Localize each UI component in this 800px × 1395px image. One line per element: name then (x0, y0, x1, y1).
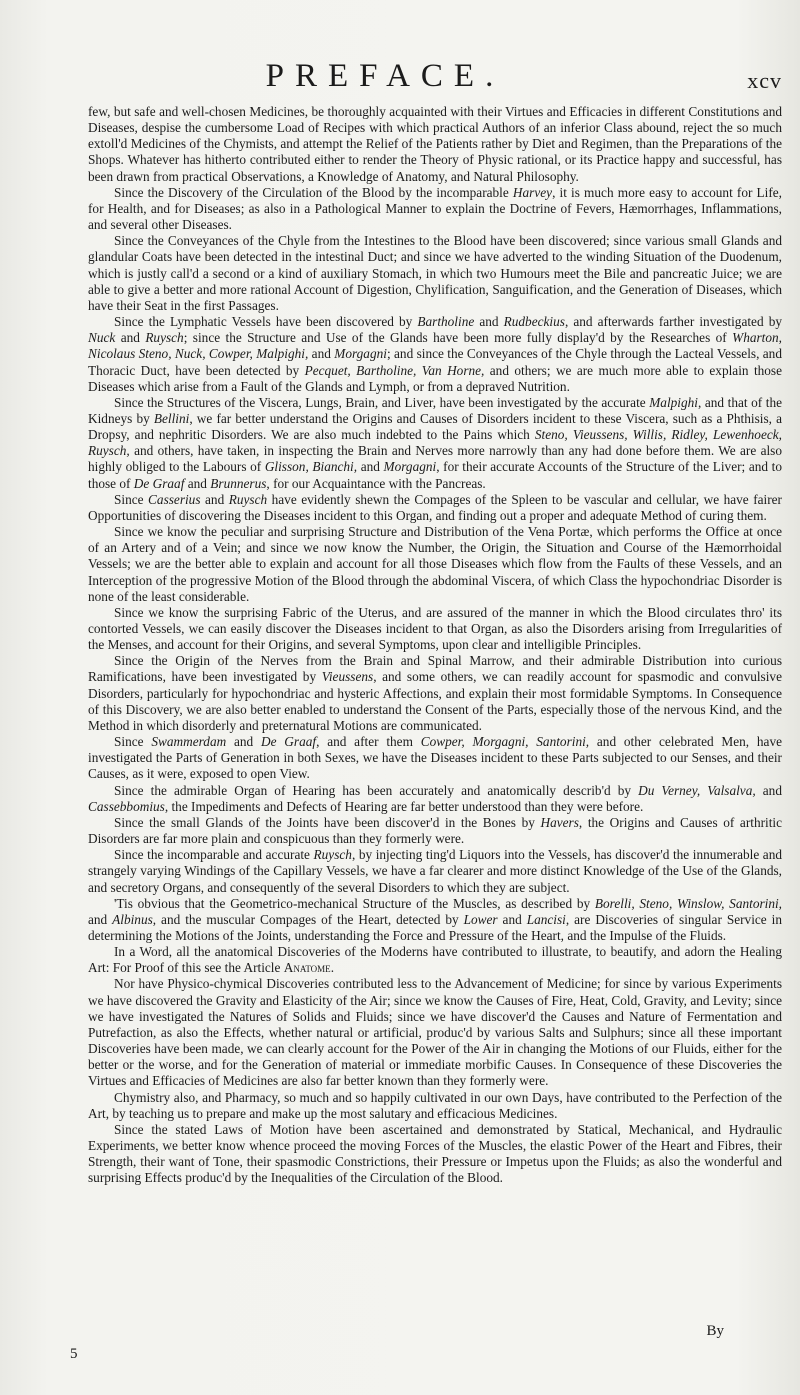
text-run: and other celebrated Men, have investigated the Parts of Generation in both Sexes, we have the Diseases incident to these Parts subjected to our Senses, and their Causes, as it were, exposed to open View. (88, 734, 783, 782)
paragraph (88, 653, 782, 734)
paragraph (88, 783, 782, 815)
italic-name: Rudbeckius (503, 314, 565, 330)
page-title: PREFACE. (265, 58, 505, 94)
text-run: and (357, 459, 384, 475)
paragraph (88, 233, 782, 314)
italic-name: Swammerdam (151, 734, 227, 750)
text-run: and (88, 911, 113, 927)
text-run: and (497, 911, 527, 927)
paragraph (88, 896, 782, 944)
italic-name: Bellini (153, 410, 190, 426)
text-run: . (330, 960, 335, 976)
text-run: Since the Structures of the Viscera, Lungs, Brain, and Liver, have been investigated by the accurate (114, 394, 650, 410)
italic-name: Bartholine (417, 314, 475, 330)
text-run: , the Impediments and Defects of Hearing are far better understood than they were before. (164, 798, 644, 814)
text-run: and others, have taken, in inspecting the Brain and Nerves more narrowly than any had done before them. We are also highly obliged to the Labours of (88, 443, 782, 475)
text-run: , are Discoveries of singular Service in determining the Motions of the Joints, understanding the Force and Pressure of the Heart, and the Impulse of the Fluids. (88, 911, 782, 943)
italic-name: Casserius (148, 491, 201, 507)
text-run: and (226, 734, 261, 750)
paragraph (88, 605, 782, 653)
text-run: have evidently shewn the Compages of the Spleen to be vascular and cellular, we have fairer Opportunities of discovering the Diseases incident to this Organ, and finding out a proper and adequate Method of curing them. (88, 491, 782, 523)
text-run: Nor have Physico-chymical Discoveries contributed less to the Advancement of Medicine; for since by various Experiments we have discovered the Gravity and Elasticity of the Air; since we know the Causes of Fire, Heat, Cold, Gravity, and Levity; since we have investigated the Natures of Solids and Fluids; since we have discover'd the Causes and Nature of Fermentation and Putrefaction, as also the Effects, whether natural or artificial, produc'd by various Salts and Sulphurs; since all these important Discoveries have been made, we can clearly account for the Power of the Air in changing the Motions of our Fluids, either for the better or the worse, and for the Generation of material or immediate morbific Causes. In Consequence of these Discoveries the Virtues and Efficacies of Medicines are also far better known than they formerly were. (88, 976, 782, 1089)
text-run: Since the Origin of the Nerves from the Brain and Spinal Marrow, and their admirable Distribution into curious Ramifications, have been investigated by (88, 653, 782, 685)
paragraph (88, 524, 782, 605)
text-run: , and that of the Kidneys by (88, 394, 782, 426)
text-run: 'Tis obvious that the Geometrico-mechanical Structure of the Muscles, as described by (114, 895, 595, 911)
text-run: Since the admirable Organ of Hearing has been accurately and anatomically describ'd by (114, 782, 639, 798)
text-run: Since the Conveyances of the Chyle from the Intestines to the Blood have been discovered; since various small Glands and glandular Coats have been detected in the intestinal Duct; and since we have adverted to the winding Situation of the Duodenum, which is justly call'd a second or a kind of auxiliary Stomach, in which two Humours meet the Bile and pancreatic Juice; we are able to give a better and more rational Account of Digestion, Chylification, Sanguification, and the Generation of Diseases, which have their Seat in the first Passages. (88, 233, 782, 313)
italic-name: Nuck (88, 330, 116, 346)
paragraph (88, 185, 782, 233)
italic-name: Glisson, Bianchi, (264, 459, 358, 475)
text-run: and (474, 314, 504, 330)
signature-mark: 5 (70, 1346, 78, 1362)
italic-name: Borelli, Steno, Winslow, Santorini, (594, 895, 782, 911)
text-run: and (115, 330, 146, 346)
paragraph (88, 847, 782, 895)
text-run: , by injecting ting'd Liquors into the Vessels, has discover'd the innumerable and strangely varying Windings of the Capillary Vessels, we have a far clearer and more distinct Knowledge of the Use of the Glands, and secretory Organs, and consequently of the several Disorders to which they are subject. (88, 847, 783, 895)
italic-name: De Graaf (133, 475, 185, 491)
page-header (0, 58, 800, 102)
text-run: Chymistry also, and Pharmacy, so much and so happily cultivated in our own Days, have contributed to the Perfection of the Art, by teaching us to prepare and make up the most salutary and efficacious Medicines. (88, 1089, 782, 1121)
italic-name: Vieussens (321, 669, 374, 685)
text-run: , it is much more easy to account for Life, for Health, and for Diseases; as also in a Pathological Manner to explain the Doctrine of Fevers, Hæmorrhages, Inflammations, and several other Diseases. (88, 184, 782, 233)
text-run: and others; we are much more able to explain those Diseases which arise from a Fault of the Glands and Lymph, or from a depraved Nutrition. (88, 362, 783, 394)
text-run: ; and since the Conveyances of the Chyle through the Lacteal Vessels, and Thoracic Duct, have been detected by (88, 346, 782, 378)
text-run: few, but safe and well-chosen Medicines, be thoroughly acquainted with their Virtues and Efficacies in different Constitutions and Diseases, despise the cumbersome Load of Recipes with which practical Authors of an inferior Class abound, reject the so much extoll'd Medicines of the Chymists, and attempt the Relief of the Patients rather by Diet and Regimen, than the Preparations of the Shops. Whatever has hitherto contributed either to render the Theory of Physic rational, or its Practice happy and successful, has been drawn from practical Observations, a Knowledge of Anatomy, and Natural Philosophy. (88, 104, 782, 184)
text-run: and (308, 346, 335, 362)
catchword: By (706, 1323, 724, 1339)
italic-name: Ruysch (313, 847, 352, 863)
text-run: Since the stated Laws of Motion have been ascertained and demonstrated by Statical, Mechanical, and Hydraulic Experiments, we better know whence proceed the moving Forces of the Muscles, the elastic Power of the Heart and Fibres, their Strength, their want of Tone, their spasmodic Constrictions, their Pressure or Impetus upon the Fluids; as also the wonderful and surprising Effects produc'd by the Inequalities of the Circulation of the Blood. (88, 1121, 782, 1186)
text-run: , and after them (316, 734, 421, 750)
italic-name: De Graaf (261, 734, 317, 750)
text-run: and (184, 475, 211, 491)
paragraph (88, 395, 782, 492)
text-run: , and some others, we can readily account for spasmodic and convulsive Disorders, particularly for hypochondriac and hysteric Affections, and explain their most formidable Symptoms. In Consequence of this Discovery, we are also better enabled to understand the Consent of the Parts, especially those of the nervous Kind, and the Method in which disorderly and preternatural Motions are communicated. (88, 669, 782, 733)
italic-name: Albinus (112, 911, 153, 927)
italic-name: Lancisi (526, 911, 566, 927)
paragraph (88, 492, 782, 524)
italic-name: Cassebbomius (88, 798, 165, 814)
italic-name: Wharton, Nicolaus Steno, Nuck, Cowper, Malpighi, (88, 330, 782, 362)
text-run: Since the incomparable and accurate (114, 847, 314, 863)
italic-name: Havers (540, 814, 579, 830)
text-run: Since the Lymphatic Vessels have been discovered by (114, 314, 418, 330)
text-run: , for our Acquaintance with the Pancreas. (266, 475, 486, 491)
paragraph (88, 1090, 782, 1122)
text-run: and (755, 782, 782, 798)
text-run: Since (114, 491, 149, 507)
text-run: , for their accurate Accounts of the Structure of the Liver; and to those of (88, 459, 782, 491)
italic-name: Harvey (512, 184, 553, 200)
italic-name: Steno, Vieussens, Willis, Ridley, Lewenhoeck, Ruysch, (88, 427, 782, 459)
text-run: Anatome (283, 960, 331, 976)
italic-name: Ruysch (228, 491, 268, 507)
text-run: ; since the Structure and Use of the Glands have been more fully display'd by the Researches of (183, 330, 733, 346)
italic-name: Pecquet, Bartholine, Van Horne, (304, 362, 485, 378)
italic-name: Morgagni (334, 346, 387, 362)
paragraph (88, 314, 782, 395)
text-run: Since (114, 734, 152, 750)
text-run: Since the small Glands of the Joints have been discover'd in the Bones by (114, 814, 541, 830)
paragraph (88, 976, 782, 1089)
paragraph (88, 104, 782, 185)
page-number: xcv (747, 68, 782, 93)
paragraph (88, 734, 782, 782)
paragraph (88, 815, 782, 847)
paragraph (88, 1122, 782, 1187)
italic-name: Du Verney, Valsalva, (638, 782, 756, 798)
italic-name: Brunnerus (210, 475, 267, 491)
italic-name: Ruysch (145, 330, 184, 346)
text-run: , we far better understand the Origins and Causes of Disorders incident to these Viscera, such as a Phthisis, a Dropsy, and nephritic Disorders. We are also much indebted to the Pains which (88, 410, 782, 443)
text-run: , the Origins and Causes of arthritic Disorders are far more plain and conspicuous than they formerly were. (88, 814, 782, 847)
text-run: Since we know the surprising Fabric of the Uterus, and are assured of the manner in which the Blood circulates thro' its contorted Vessels, we can easily discover the Diseases incident to that Organ, as also the Disorders arising from Irregularities of the Menses, and account for their Origins, and several Symptoms, upon clear and intelligible Principles. (88, 604, 782, 653)
preface-text (88, 104, 782, 1186)
italic-name: Cowper, Morgagni, Santorini, (420, 734, 590, 750)
text-run: , and the muscular Compages of the Heart, detected by (152, 911, 464, 927)
text-run: Since the Discovery of the Circulation of the Blood by the incomparable (114, 184, 513, 200)
text-run: In a Word, all the anatomical Discoveries of the Moderns have contributed to illustrate, to beautify, and adorn the Healing Art: For Proof of this see the Article (88, 944, 782, 976)
text-run: and (200, 491, 229, 507)
paragraph (88, 944, 782, 976)
italic-name: Morgagni (383, 459, 437, 475)
italic-name: Lower (463, 911, 498, 927)
text-run: , and afterwards farther investigated by (564, 314, 782, 330)
text-run: Since we know the peculiar and surprising Structure and Distribution of the Vena Portæ, which performs the Office at once of an Artery and of a Vein; and since we now know the Number, the Origin, the Situation and Course of the Hæmorrhoidal Vessels; we are the better able to explain and account for all those Diseases which flow from the Faults of these Vessels, and an Interception of the progressive Motion of the Blood through the abdominal Viscera, of which Class the hypochondriac Disorder is none of the least considerable. (88, 524, 782, 604)
italic-name: Malpighi (649, 394, 698, 410)
